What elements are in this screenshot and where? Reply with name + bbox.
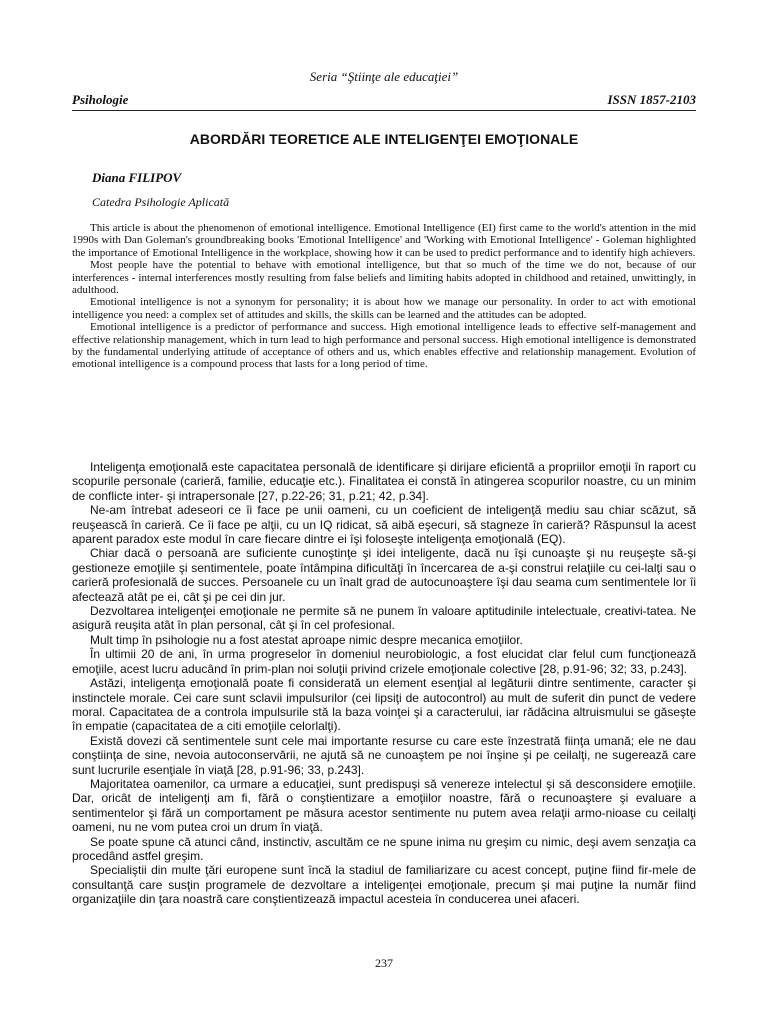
series-title: Seria “Ştiinţe ale educaţiei” — [309, 69, 459, 84]
body-paragraph: Chiar dacă o persoană are suficiente cunoştinţe şi idei inteligente, dacă nu îşi cunoaşte şi nu reuşeşte să-şi gestioneze emoţiile şi sentimentele, poate întâmpina dificultăţi în încercarea de a-şi construi relaţiile cu cei-lalţi sau o carieră profesională de succes. Persoanele cu un înalt grad de autocunoaştere îşi dau seama cum sentimentele lor îi afectează atât pe ei, cât şi pe cei din jur. — [72, 546, 696, 604]
author-affiliation: Catedra Psihologie Aplicată — [92, 195, 230, 209]
abstract-paragraph: Emotional intelligence is not a synonym for personality; it is about how we manage our personality. In order to act with emotional intelligence you need: a complex set of attitudes and skills, the skills can be learned and the attitudes can be adopted. — [72, 296, 696, 321]
body-paragraph: Există dovezi că sentimentele sunt cele mai importante resurse cu care este înzestrată fiinţa umană; ele ne dau conştiinţa de sine, nevoia autoconservării, ne ajută să ne cunoaştem pe noi înşine şi pe ceilalţi, ne sugerează care sunt lucrurile esenţiale în viaţă [28, p.91-96; 33, p.243]. — [72, 733, 696, 777]
page-number: 237 — [375, 956, 393, 970]
body-paragraph: Majoritatea oamenilor, ca urmare a educaţiei, sunt predispuşi să venereze intelectul şi să desconsidere emoţiile. Dar, oricât de inteligenţi am fi, fără o conştientizare a emoţiilor noastre, fără o recunoaştere şi evaluare a sentimentelor şi fără un comportament pe măsura acestor sentimente nu putem avea relaţii armo-nioase cu ceilalţi oameni, nu ne vom putea croi un drum în viaţă. — [72, 776, 696, 835]
article-body — [72, 460, 696, 907]
abstract-paragraph: Most people have the potential to behave with emotional intelligence, but that so much of the time we do not, because of our interferences - internal interferences mostly resulting from false beliefs and limiting habits adopted in childhood and retained, unwittingly, in adulthood. — [72, 259, 696, 297]
author-name: Diana FILIPOV — [92, 170, 182, 185]
section-name: Psihologie — [72, 92, 129, 107]
body-paragraph: Specialiştii din multe ţări europene sunt încă la stadiul de familiarizare cu acest concept, puţine fiind fir-mele de consultanţă care susţin programele de dezvoltare a inteligenţei emoţionale, precum şi mai puţine la număr fiind organizaţiile din ţara noastră care conştientizează impactul acesteia în conducerea unei afaceri. — [72, 863, 696, 907]
body-paragraph: Mult timp în psihologie nu a fost atestat aproape nimic despre mecanica emoţiilor. — [90, 632, 523, 647]
header-rule — [72, 110, 696, 111]
abstract-paragraph: Emotional intelligence is a predictor of performance and success. High emotional intelligence leads to effective self-management and effective relationship management, which in turn lead to high performance and personal success. High emotional intelligence is demonstrated by the fundamental underlying attitude of acceptance of others and us, which enables effective and relationship management. Evolution of emotional intelligence is a compound process that lasts for a long period of time. — [72, 321, 696, 371]
running-header — [72, 92, 696, 108]
body-paragraph: Se poate spune că atunci când, instinctiv, ascultăm ce ne spune inima nu greşim cu nimic, deşi avem senzaţia ca procedând astfel greşim. — [72, 834, 696, 863]
body-paragraph: Inteligenţa emoţională este capacitatea personală de identificare şi dirijare eficientă a propriilor emoţii în raport cu scopurile personale (carieră, familie, educaţie etc.). Finalitatea ei constă în atingerea scopurilor noastre, cu un minim de conflicte inter- şi intrapersonale [27, p.22-26; 31, p.21; 42, p.34]. — [72, 460, 696, 503]
issn-label: ISSN 1857-2103 — [607, 92, 696, 107]
body-paragraph: În ultimii 20 de ani, în urma progreselor în domeniul neurobiologic, a fost elucidat clar felul cum funcţionează emoţiile, acest lucru aducând în prim-plan noi soluţii privind crizele emoţionale colective [28, p.91-96; 32; 33, p.243]. — [72, 647, 696, 676]
abstract-paragraph: This article is about the phenomenon of emotional intelligence. Emotional Intelligence (EI) first came to the world's attention in the mid 1990s with Dan Goleman's groundbreaking books 'Emotional Intelligence' and 'Working with Emotional Intelligence' - Goleman highlighted the importance of Emotional Intelligence in the workplace, showing how it can be used to predict performance and to identify high achievers. — [72, 222, 696, 259]
abstract — [72, 222, 696, 371]
body-paragraph: Astăzi, inteligenţa emoţională poate fi considerată un element esenţial al legăturii dintre sentimente, caracter şi instinctele morale. Cei care sunt sclavii impulsurilor (cei lipsiţi de autocontrol) au mult de suferit din punct de vedere moral. Capacitatea de a controla impulsurile stă la baza voinţei şi a caracterului, iar rădăcina altruismului se găseşte în empatie (capacitatea de a citi emoţiile celorlalţi). — [72, 676, 696, 734]
body-paragraph: Ne-am întrebat adeseori ce îi face pe unii oameni, cu un coeficient de inteligenţă mediu sau chiar scăzut, să reuşească în carieră. Ce îi face pe alţii, cu un IQ ridicat, să aibă eşecuri, să stagneze în carieră? Răspunsul la acest aparent paradox este modul în care fiecare dintre ei îşi foloseşte inteligenţa emoţională (EQ). — [72, 503, 696, 547]
body-paragraph: Dezvoltarea inteligenţei emoţionale ne permite să ne punem în valoare aptitudinile intelectuale, creativi-tatea. Ne asigură reuşita atât în plan personal, cât şi în cel profesional. — [72, 604, 696, 633]
article-title: ABORDĂRI TEORETICE ALE INTELIGENŢEI EMOŢIONALE — [189, 131, 579, 147]
